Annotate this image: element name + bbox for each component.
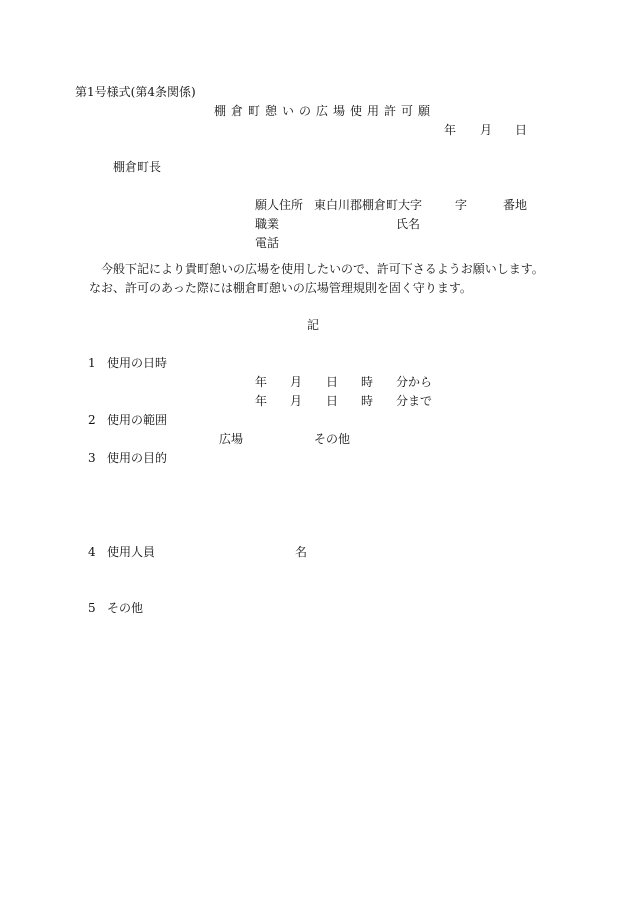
item-number: 5 xyxy=(88,601,96,615)
people-unit: 名 xyxy=(295,545,308,559)
item-number: 2 xyxy=(88,413,96,427)
date-day-label: 日 xyxy=(515,123,528,137)
date-month-label: 月 xyxy=(480,123,493,137)
banchi-label: 番地 xyxy=(503,198,528,212)
item-number: 4 xyxy=(88,545,96,559)
from-hour: 時 xyxy=(361,375,374,389)
to-year: 年 xyxy=(255,394,268,408)
form-number: 第1号様式(第4条関係) xyxy=(75,85,196,99)
body-line-2: なお、許可のあった際には棚倉町憩いの広場管理規則を固く守ります。 xyxy=(89,281,472,295)
scope-option-other: その他 xyxy=(314,432,351,446)
to-minute: 分まで xyxy=(396,394,433,408)
body-line-1: 今般下記により貴町憩いの広場を使用したいので、許可下さるようお願いします。 xyxy=(101,262,544,276)
occupation-label: 職業 xyxy=(255,217,280,231)
item-label-other: その他 xyxy=(107,601,144,615)
aza-label: 字 xyxy=(455,198,468,212)
item-label-purpose: 使用の目的 xyxy=(107,451,168,465)
item-number: 1 xyxy=(88,356,96,370)
phone-label: 電話 xyxy=(255,236,280,250)
from-minute: 分から xyxy=(396,375,433,389)
address-value: 東白川郡棚倉町大字 xyxy=(314,198,423,212)
from-day: 日 xyxy=(326,375,339,389)
scope-option-plaza: 広場 xyxy=(219,432,244,446)
item-label-scope: 使用の範囲 xyxy=(107,413,168,427)
name-label: 氏名 xyxy=(396,217,421,231)
from-year: 年 xyxy=(255,375,268,389)
addressee: 棚倉町長 xyxy=(113,160,162,174)
date-year-label: 年 xyxy=(444,123,457,137)
item-number: 3 xyxy=(88,451,96,465)
item-label-people: 使用人員 xyxy=(107,545,156,559)
ki-heading: 記 xyxy=(307,318,320,332)
to-hour: 時 xyxy=(361,394,374,408)
item-label-date-time: 使用の日時 xyxy=(107,356,168,370)
to-month: 月 xyxy=(290,394,303,408)
address-label: 願人住所 xyxy=(255,198,304,212)
to-day: 日 xyxy=(326,394,339,408)
form-title: 棚倉町憩いの広場使用許可願 xyxy=(214,104,436,118)
from-month: 月 xyxy=(290,375,303,389)
